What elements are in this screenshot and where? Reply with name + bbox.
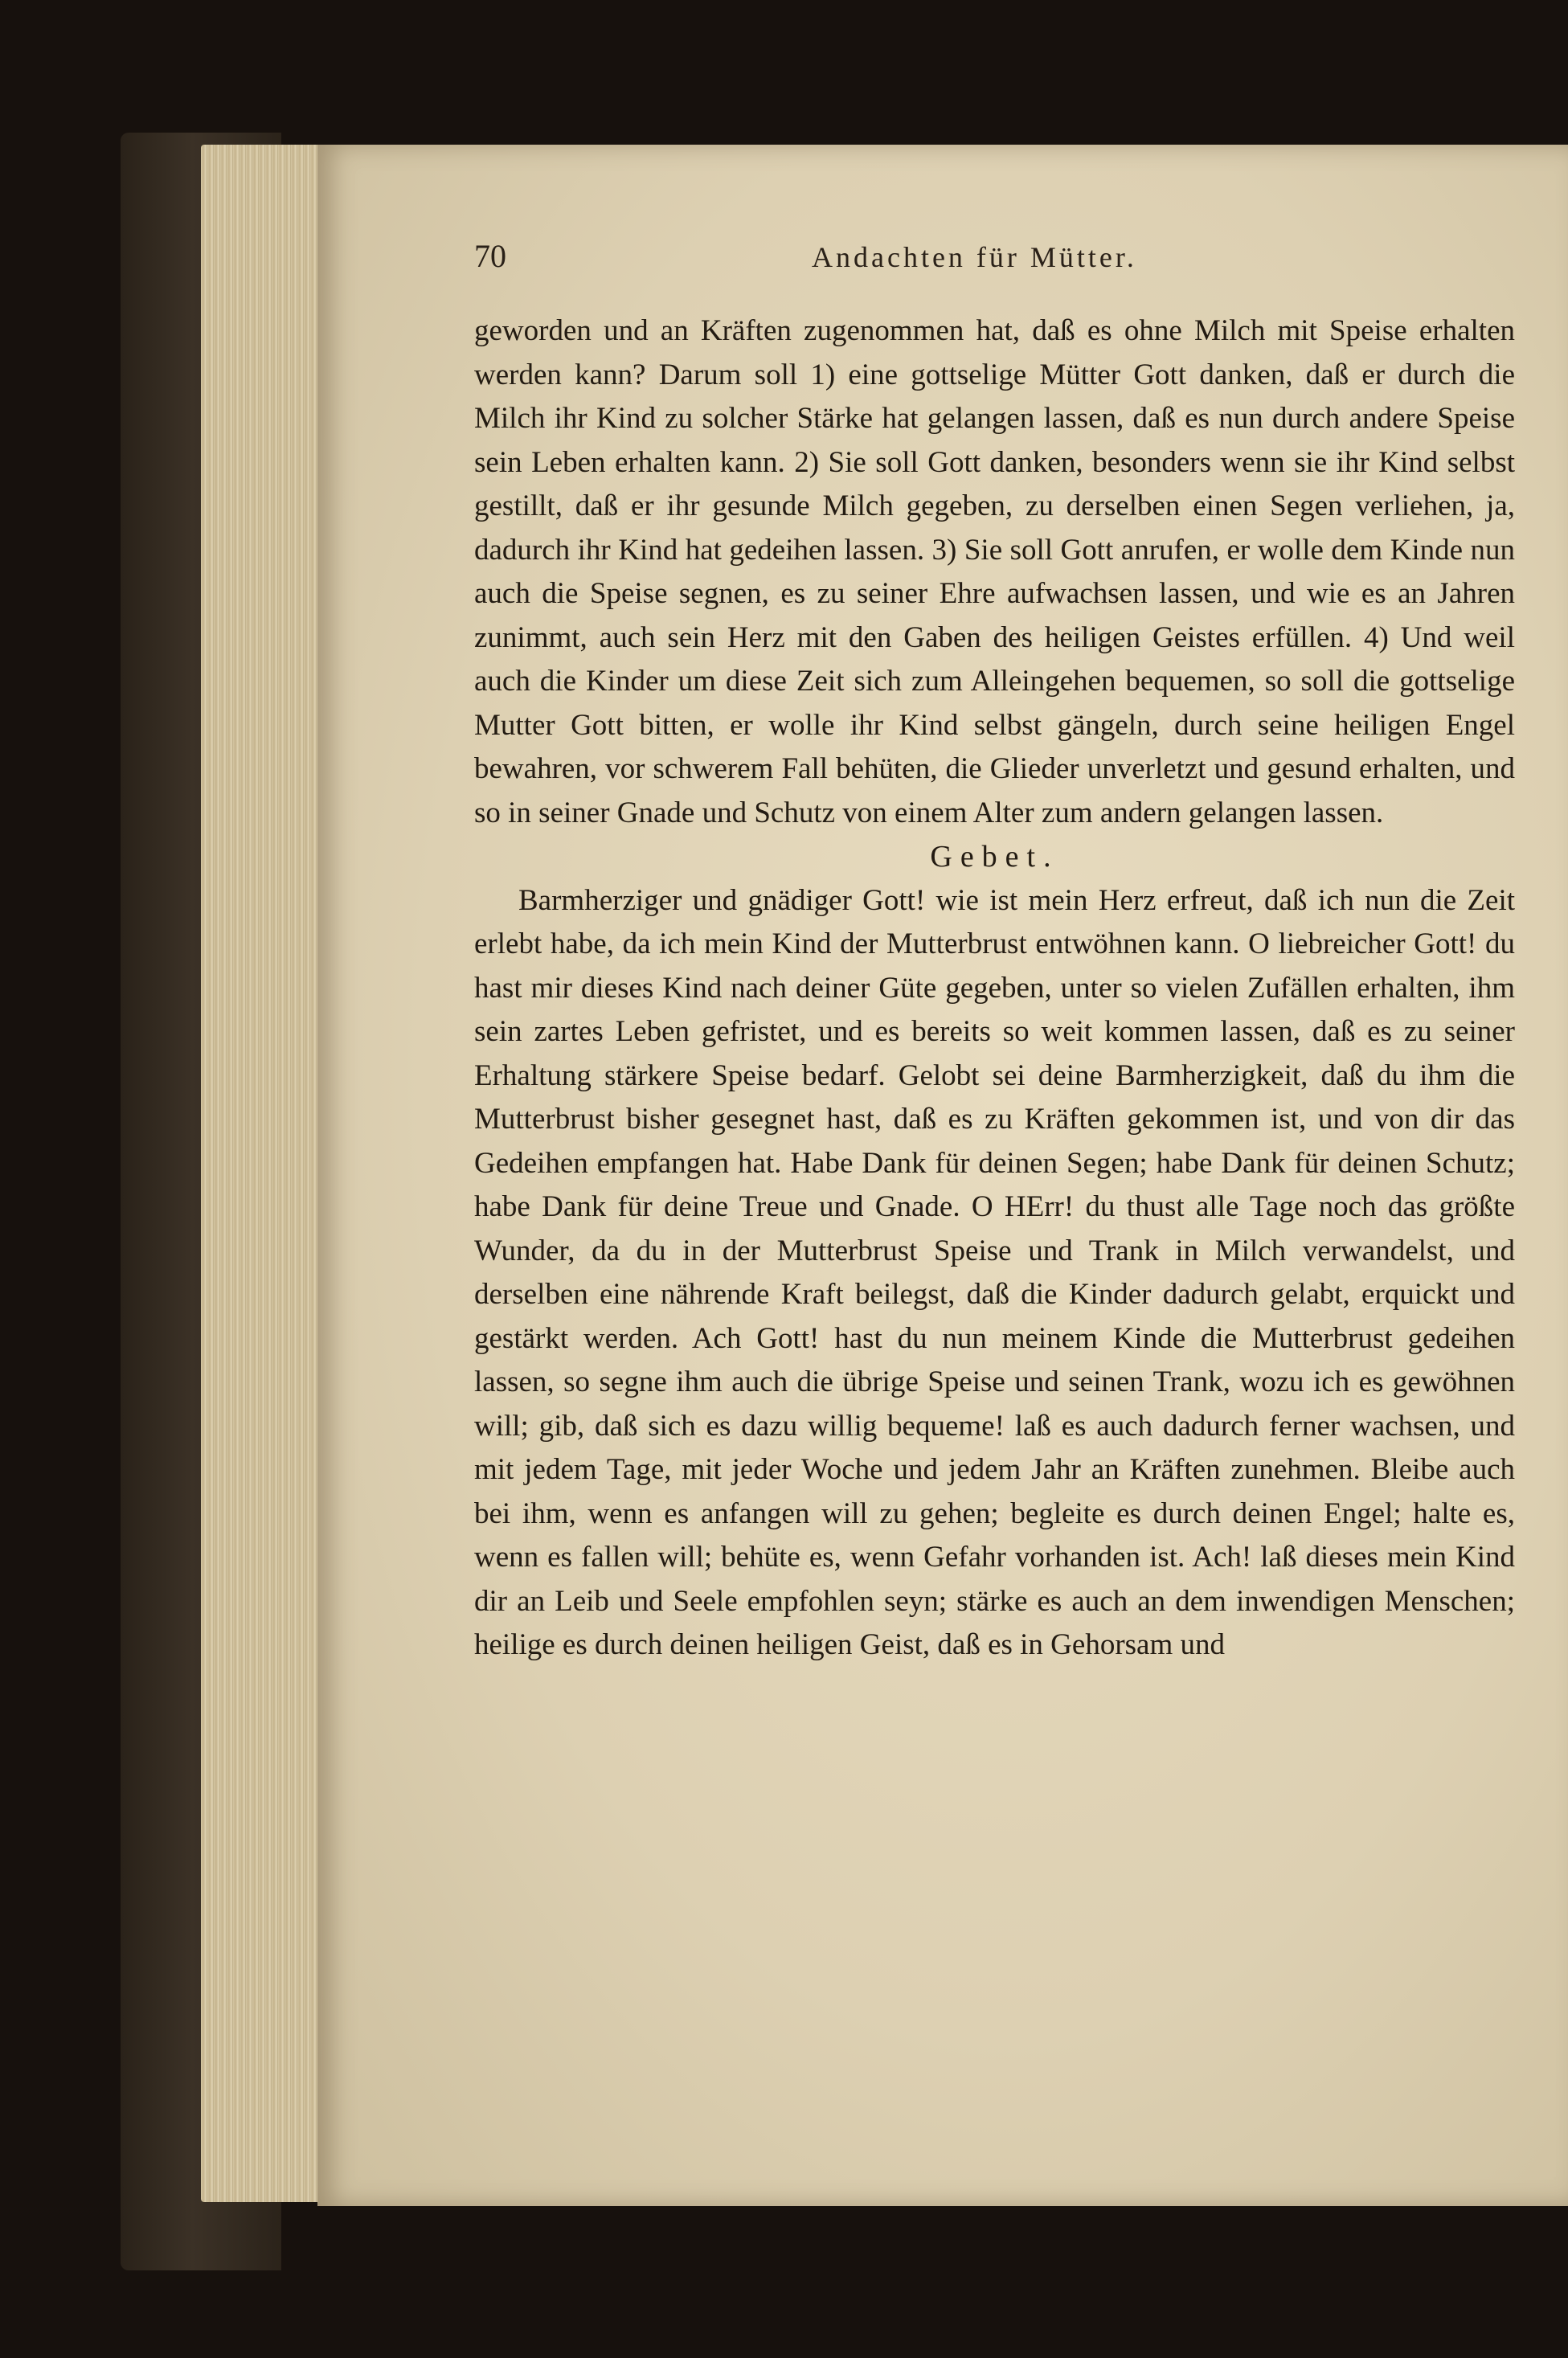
page-number: 70: [474, 238, 506, 274]
paragraph-1: geworden und an Kräften zugenommen hat, daß es ohne Milch mit Speise erhalten werden kann? Darum soll 1) eine gottselige Mütter Gott danken, daß er durch die Milch ihr Kind zu solcher Stärke hat gelangen lassen, daß es nun durch andere Speise sein Leben erhalten kann. 2) Sie soll Gott danken, besonders wenn sie ihr Kind selbst gestillt, daß er ihr gesunde Milch gegeben, zu derselben einen Segen verliehen, ja, dadurch ihr Kind hat gedeihen lassen. 3) Sie soll Gott anrufen, er wolle dem Kinde nun auch die Speise segnen, es zu seiner Ehre aufwachsen lassen, und wie es an Jahren zunimmt, auch sein Herz mit den Gaben des heiligen Geistes erfüllen. 4) Und weil auch die Kinder um diese Zeit sich zum Alleingehen bequemen, so soll die gottselige Mutter Gott bitten, er wolle ihr Kind selbst gängeln, durch seine heiligen Engel bewahren, vor schwerem Fall behüten, die Glieder unverletzt und gesund erhalten, und so in seiner Gnade und Schutz von einem Alter zum andern gelangen lassen.: [474, 314, 1515, 829]
section-heading: Gebet.: [930, 840, 1059, 874]
page-header: [474, 237, 1511, 293]
paragraph-2: Barmherziger und gnädiger Gott! wie ist mein Herz erfreut, daß ich nun die Zeit erlebt habe, da ich mein Kind der Mutterbrust entwöhnen kann. O liebreicher Gott! du hast mir dieses Kind nach deiner Güte gegeben, unter so vielen Zufällen erhalten, ihm sein zartes Leben gefristet, und es bereits so weit kommen lassen, daß es zu seiner Erhaltung stärkere Speise bedarf. Gelobt sei deine Barmherzigkeit, daß du ihm die Mutterbrust bisher gesegnet hast, daß es zu Kräften gekommen ist, und von dir das Gedeihen empfangen hat. Habe Dank für deinen Segen; habe Dank für deinen Schutz; habe Dank für deine Treue und Gnade. O HErr! du thust alle Tage noch das größte Wunder, da du in der Mutterbrust Speise und Trank in Milch verwandelst, und derselben eine nährende Kraft beilegst, daß die Kinder dadurch gelabt, erquickt und gestärkt werden. Ach Gott! hast du nun meinem Kinde die Mutterbrust gedeihen lassen, so segne ihm auch die übrige Speise und seinen Trank, wozu ich es gewöhnen will; gib, daß sich es dazu willig bequeme! laß es auch dadurch ferner wachsen, und mit jedem Tage, mit jeder Woche und jedem Jahr an Kräften zunehmen. Bleibe auch bei ihm, wenn es anfangen will zu gehen; begleite es durch deinen Engel; halte es, wenn es fallen will; behüte es, wenn Gefahr vorhanden ist. Ach! laß dieses mein Kind dir an Leib und Seele empfohlen seyn; stärke es auch an dem inwendigen Menschen; heilige es durch deinen heiligen Geist, daß es in Gehorsam und: [474, 883, 1515, 1661]
text-block: [474, 309, 1515, 1668]
running-head: Andachten für Mütter.: [812, 241, 1137, 273]
page-edges: [201, 145, 330, 2202]
